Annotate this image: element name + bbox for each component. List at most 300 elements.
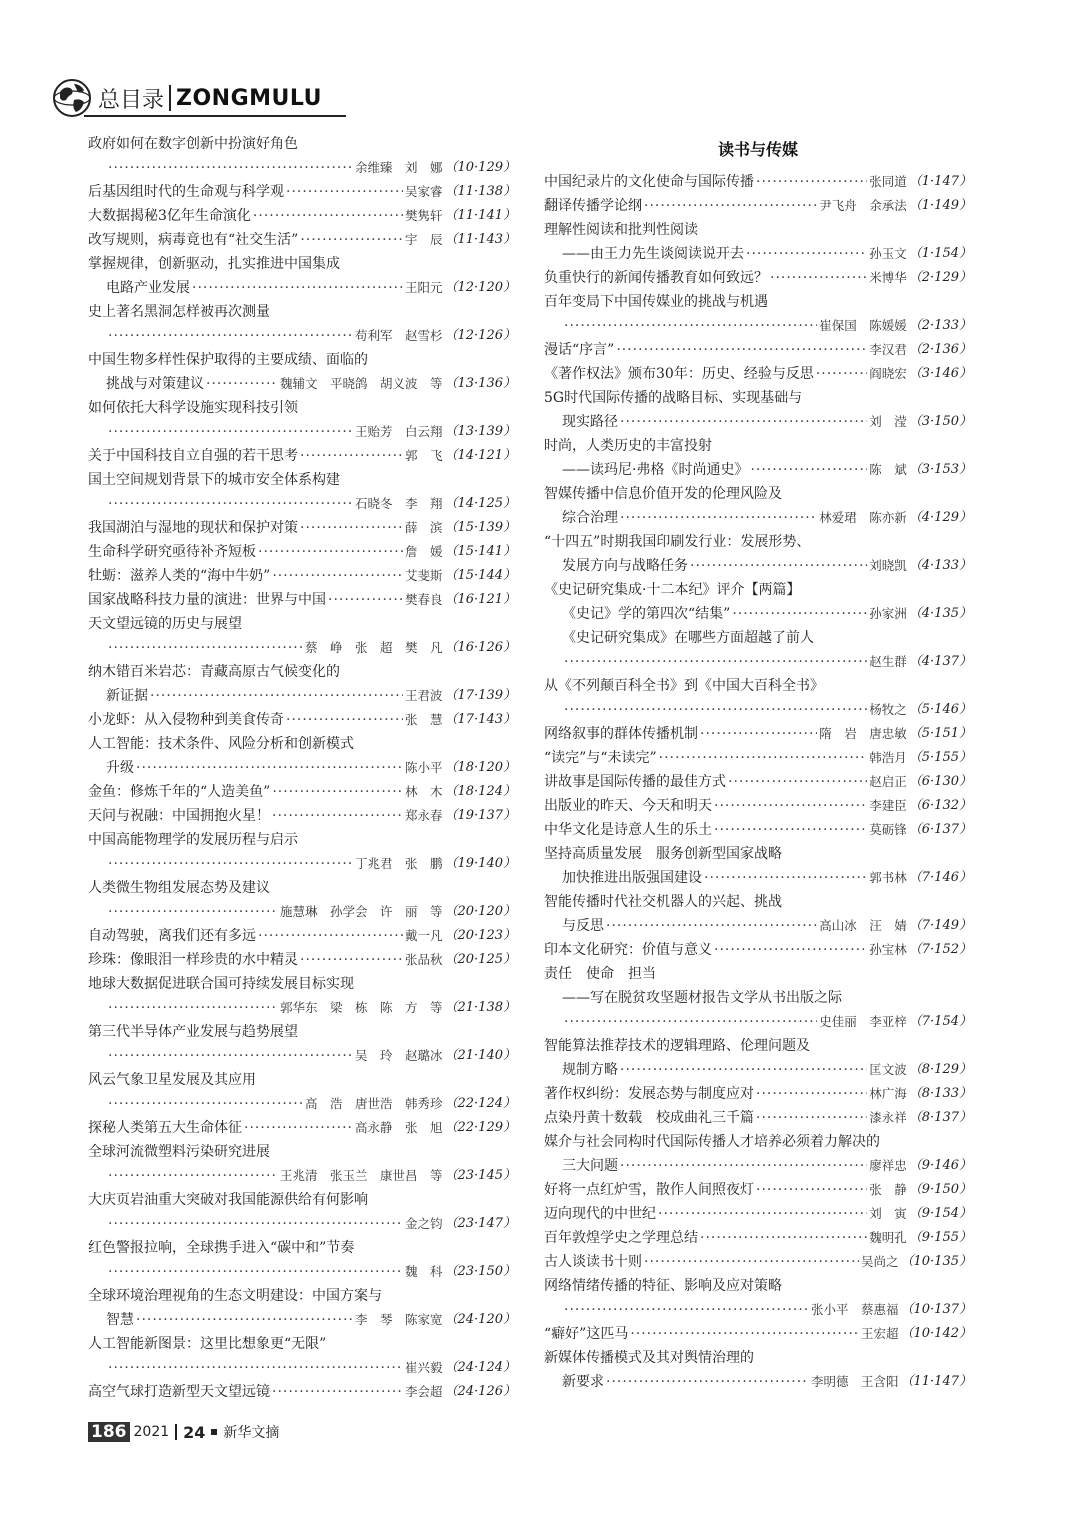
toc-page-ref: （21·138） [444,1000,516,1015]
toc-title: 新要求 [562,1374,604,1390]
toc-page-ref: （5·146） [908,702,972,717]
toc-line [88,1140,516,1164]
toc-page-ref: （18·120） [444,760,516,775]
leader-dots [286,180,403,204]
toc-line [88,252,516,276]
toc-title: 电路产业发展 [106,280,190,296]
toc-author: 赵生群 [869,654,907,669]
toc-title: 风云气象卫星发展及其应用 [88,1072,256,1088]
toc-author: 王宏超 [860,1326,899,1341]
toc-page-ref: （15·141） [444,544,516,559]
toc-title: 新媒体传播模式及其对舆情治理的 [544,1350,754,1366]
toc-title: 现实路径 [562,414,618,430]
toc-page-ref: （11·141） [444,208,516,223]
toc-line [88,492,516,516]
toc-page-ref: （15·139） [444,520,516,535]
toc-page-ref: （24·120） [444,1312,516,1327]
leader-dots [756,1178,867,1202]
toc-title: “读完”与“未读完” [544,750,657,766]
toc-title: ——由王力先生谈阅读说开去 [562,246,744,262]
leader-dots [108,1260,403,1284]
toc-line [88,636,516,660]
page-number: 186 [88,1422,130,1442]
toc-page-ref: （15·144） [444,568,516,583]
toc-line [544,794,972,818]
toc-page-ref: （11·138） [444,184,516,199]
leader-dots [704,866,867,890]
toc-page-ref: （14·121） [444,448,516,463]
toc-title: 红色警报拉响，全球携手进入“碳中和”节奏 [88,1240,355,1256]
toc-line [544,626,972,650]
toc-line [88,924,516,948]
section-title: 读书与传媒 [717,140,798,159]
toc-title: 中国高能物理学的发展历程与启示 [88,832,298,848]
toc-line [88,1068,516,1092]
toc-title: 挑战与对策建议 [106,376,204,392]
toc-page-ref: （11·143） [444,232,516,247]
toc-title: 珍珠：像眼泪一样珍贵的水中精灵 [88,952,298,968]
toc-line [544,962,972,986]
toc-line [544,1322,972,1346]
toc-line [88,660,516,684]
toc-title: 讲故事是国际传播的最佳方式 [544,774,726,790]
leader-dots [108,1356,403,1380]
toc-page-ref: （5·151） [908,726,972,741]
toc-author: 高 浩 唐世浩 韩秀珍 [304,1096,443,1111]
toc-title: 探秘人类第五大生命体征 [88,1120,242,1136]
toc-page-ref: （8·133） [908,1086,972,1101]
toc-title: 高空气球打造新型天文望远镜 [88,1384,270,1400]
toc-page-ref: （22·129） [444,1120,516,1135]
leader-dots [136,756,403,780]
leader-dots [300,228,403,252]
toc-line [88,756,516,780]
toc-author: 米博华 [869,270,907,285]
leader-dots [108,492,353,516]
toc-page-ref: （4·135） [908,606,972,621]
toc-line [544,1154,972,1178]
toc-line [88,180,516,204]
leader-dots [272,564,403,588]
toc-title: ——读玛尼·弗格《时尚通史》 [562,462,749,478]
toc-line [88,324,516,348]
leader-dots [700,1226,867,1250]
toc-line [544,746,972,770]
toc-author: 施慧琳 孙学会 许 丽 等 [279,904,443,919]
toc-line [544,578,972,602]
toc-title: 智能传播时代社交机器人的兴起、挑战 [544,894,782,910]
toc-line [544,242,972,266]
toc-line [88,276,516,300]
right-column [544,132,972,1394]
toc-title: 自动驾驶，离我们还有多远 [88,928,256,944]
toc-line [544,362,972,386]
toc-line [88,396,516,420]
toc-line [544,506,972,530]
toc-page-ref: （20·120） [444,904,516,919]
toc-page-ref: （24·124） [444,1360,516,1375]
toc-author: 林广海 [869,1086,907,1101]
leader-dots [300,948,403,972]
toc-author: 陈小平 [404,760,443,775]
toc-author: 赵启正 [869,774,907,789]
toc-line [544,458,972,482]
toc-line [544,1106,972,1130]
toc-title: 智慧 [106,1312,134,1328]
toc-title: 人工智能新图景：这里比想象更“无限” [88,1336,327,1352]
toc-page-ref: （18·124） [444,784,516,799]
toc-title: 牡蛎：滋养人类的“海中牛奶” [88,568,271,584]
toc-line [544,842,972,866]
toc-title: 《史记研究集成·十二本纪》评介【两篇】 [544,582,801,598]
leader-dots [714,794,867,818]
toc-line [544,290,972,314]
leader-dots [616,338,867,362]
toc-page-ref: （3·146） [908,366,972,381]
leader-dots [659,746,868,770]
toc-title: 天问与祝融：中国拥抱火星！ [88,808,270,824]
header-rule [84,115,346,117]
toc-title: 翻译传播学论纲 [544,198,642,214]
toc-line [88,852,516,876]
leader-dots [108,420,353,444]
toc-author: 苟利军 赵雪杉 [354,328,443,343]
toc-page-ref: （8·137） [908,1110,972,1125]
toc-author: 魏 科 [404,1264,443,1279]
globe-icon [52,78,92,118]
toc-line [544,650,972,674]
toc-page-ref: （17·139） [444,688,516,703]
toc-author: 戴一凡 [404,928,443,943]
leader-dots [272,1380,403,1404]
toc-line [544,770,972,794]
toc-page-ref: （20·123） [444,928,516,943]
toc-line [88,804,516,828]
toc-title: 负重快行的新闻传播教育如何致远？ [544,270,768,286]
toc-line [544,698,972,722]
toc-author: 魏明孔 [869,1230,907,1245]
toc-line [88,972,516,996]
leader-dots [258,540,403,564]
toc-page-ref: （20·125） [444,952,516,967]
toc-title: 发展方向与战略任务 [562,558,688,574]
toc-line [544,1226,972,1250]
toc-title: 《史记》学的第四次“结集” [562,606,731,622]
toc-page-ref: （1·147） [908,174,972,189]
toc-author: 王贻芳 白云翔 [354,424,443,439]
toc-title: 综合治理 [562,510,618,526]
toc-author: 王兆清 张玉兰 康世昌 等 [279,1168,443,1183]
toc-page-ref: （9·150） [908,1182,972,1197]
toc-author: 王君波 [404,688,443,703]
toc-author: 石晓冬 李 翔 [354,496,443,511]
toc-line [88,1188,516,1212]
toc-author: 林 木 [404,784,443,799]
toc-title: 地球大数据促进联合国可持续发展目标实现 [88,976,354,992]
toc-author: 匡文波 [869,1062,907,1077]
leader-dots [770,266,867,290]
toc-page-ref: （4·129） [908,510,972,525]
leader-dots [108,156,353,180]
toc-page-ref: （3·153） [908,462,972,477]
toc-line [88,588,516,612]
toc-line [88,1332,516,1356]
toc-line [88,1212,516,1236]
toc-line [88,204,516,228]
toc-author: 孙家洲 [869,606,907,621]
toc-line [88,1044,516,1068]
toc-author: 韩浩月 [869,750,907,765]
toc-page-ref: （17·143） [444,712,516,727]
toc-page-ref: （4·137） [908,654,972,669]
right-column-entries [544,170,972,1394]
toc-author: 刘 寅 [869,1206,907,1221]
toc-line [88,1380,516,1404]
leader-dots [150,684,403,708]
toc-title: 三大问题 [562,1158,618,1174]
toc-line [88,516,516,540]
toc-line [544,1178,972,1202]
toc-line [544,530,972,554]
toc-author: 隋 岩 唐忠敏 [819,726,907,741]
toc-title: 新证据 [106,688,148,704]
toc-line [544,482,972,506]
toc-author: 李 琴 陈家宽 [354,1312,443,1327]
toc-page-ref: （3·150） [908,414,972,429]
leader-dots [272,780,403,804]
toc-line [88,540,516,564]
toc-title: 小龙虾：从入侵物种到美食传奇 [88,712,284,728]
toc-line [88,1284,516,1308]
leader-dots [714,818,867,842]
toc-author: 杨牧之 [869,702,907,717]
toc-author: 林爱珺 陈亦新 [819,510,907,525]
toc-author: 郭 飞 [404,448,443,463]
toc-title: 金鱼：修炼千年的“人造美鱼” [88,784,271,800]
toc-page-ref: （24·126） [444,1384,516,1399]
toc-line [544,266,972,290]
toc-line [544,1034,972,1058]
toc-author: 吴尚之 [860,1254,899,1269]
leader-dots [644,194,817,218]
toc-author: 崔兴毅 [404,1360,443,1375]
toc-author: 魏辅文 平晓鸽 胡义波 等 [279,376,443,391]
toc-line [544,1130,972,1154]
toc-line [544,554,972,578]
toc-title: 天文望远镜的历史与展望 [88,616,242,632]
footer-issue: 24 [183,1422,206,1442]
leader-dots [564,650,867,674]
toc-author: 李建臣 [869,798,907,813]
leader-dots [728,770,867,794]
leader-dots [690,554,867,578]
leader-dots [756,1082,867,1106]
toc-title: 网络情绪传播的特征、影响及应对策略 [544,1278,782,1294]
leader-dots [108,1044,353,1068]
toc-author: 艾斐斯 [404,568,443,583]
toc-title: 责任 使命 担当 [544,966,656,982]
leader-dots [108,852,353,876]
toc-title: 智能算法推荐技术的逻辑理路、伦理问题及 [544,1038,810,1054]
toc-line [544,1082,972,1106]
header [52,76,322,120]
toc-line [88,1116,516,1140]
toc-title: 加快推进出版强国建设 [562,870,702,886]
toc-line [88,948,516,972]
toc-page-ref: （7·149） [908,918,972,933]
toc-title: 人工智能：技术条件、风险分析和创新模式 [88,736,354,752]
toc-title: 从《不列颠百科全书》到《中国大百科全书》 [544,678,824,694]
toc-title: 政府如何在数字创新中扮演好角色 [88,136,298,152]
toc-page-ref: （10·129） [444,160,516,175]
leader-dots [300,516,403,540]
leader-dots [253,204,403,228]
toc-page-ref: （4·133） [908,558,972,573]
toc-author: 郑永春 [404,808,443,823]
toc-line [544,386,972,410]
toc-line [88,828,516,852]
toc-author: 张小平 蔡惠福 [810,1302,899,1317]
toc-line [544,194,972,218]
toc-line [88,612,516,636]
toc-author: 丁兆君 张 鹏 [354,856,443,871]
toc-line [88,1092,516,1116]
leader-dots [620,1154,867,1178]
toc-page-ref: （9·154） [908,1206,972,1221]
leader-dots [564,1010,817,1034]
toc-line [88,156,516,180]
toc-line [544,170,972,194]
toc-title: 全球河流微塑料污染研究进展 [88,1144,270,1160]
leader-dots [816,362,867,386]
toc-author: 陈 斌 [869,462,907,477]
toc-line [544,338,972,362]
toc-line [88,1020,516,1044]
toc-author: 薛 滨 [404,520,443,535]
toc-line [88,900,516,924]
toc-line [88,684,516,708]
leader-dots [700,722,817,746]
toc-line [88,444,516,468]
footer-magazine: 新华文摘 [223,1425,280,1441]
toc-title: 第三代半导体产业发展与趋势展望 [88,1024,298,1040]
toc-title: 改写规则，病毒竟也有“社交生活” [88,232,299,248]
toc-page-ref: （2·129） [908,270,972,285]
toc-line [544,674,972,698]
leader-dots [108,900,278,924]
toc-title: 5G时代国际传播的战略目标、实现基础与 [544,390,803,406]
toc-title: 坚持高质量发展 服务创新型国家战略 [544,846,782,862]
toc-title: 时尚，人类历史的丰富投射 [544,438,712,454]
toc-title: 印本文化研究：价值与意义 [544,942,712,958]
toc-title: 百年敦煌学史之学理总结 [544,1230,698,1246]
toc-author: 樊隽轩 [404,208,443,223]
toc-author: 刘 滢 [869,414,907,429]
toc-page-ref: （9·155） [908,1230,972,1245]
toc-line [88,708,516,732]
leader-dots [750,458,867,482]
toc-line [88,732,516,756]
toc-author: 史佳丽 李亚梓 [819,1014,907,1029]
toc-author: 张同道 [869,174,907,189]
toc-line [88,1164,516,1188]
toc-line [544,1298,972,1322]
toc-line [544,914,972,938]
toc-line [544,434,972,458]
toc-title: 点染丹黄十数载 校成曲礼三千篇 [544,1110,754,1126]
toc-title: “癖好”这匹马 [544,1326,629,1342]
toc-line [88,1356,516,1380]
toc-title: 中国生物多样性保护取得的主要成绩、面临的 [88,352,368,368]
leader-dots [108,1164,278,1188]
toc-page-ref: （19·137） [444,808,516,823]
leader-dots [136,1308,353,1332]
toc-line [544,722,972,746]
toc-line [544,602,972,626]
toc-title: “十四五”时期我国印刷发行业：发展形势、 [544,534,811,550]
toc-line [88,132,516,156]
leader-dots [606,1370,809,1394]
toc-page-ref: （2·136） [908,342,972,357]
toc-page-ref: （1·154） [908,246,972,261]
leader-dots [328,588,403,612]
toc-page-ref: （7·152） [908,942,972,957]
leader-dots [714,938,867,962]
leader-dots [206,372,278,396]
leader-dots [620,410,867,434]
toc-title: 网络叙事的群体传播机制 [544,726,698,742]
toc-page-ref: （19·140） [444,856,516,871]
toc-page-ref: （10·142） [900,1326,972,1341]
toc-page-ref: （2·133） [908,318,972,333]
toc-page-ref: （23·147） [444,1216,516,1231]
toc-page-ref: （23·150） [444,1264,516,1279]
toc-line [544,1346,972,1370]
toc-page-ref: （21·140） [444,1048,516,1063]
toc-line [544,938,972,962]
toc-author: 高永静 张 旭 [354,1120,443,1135]
leader-dots [564,314,817,338]
toc-line [544,818,972,842]
toc-line [544,1202,972,1226]
toc-title: 关于中国科技自立自强的若干思考 [88,448,298,464]
toc-page-ref: （16·126） [444,640,516,655]
toc-title: 国土空间规划背景下的城市安全体系构建 [88,472,340,488]
toc-author: 张品秋 [404,952,443,967]
toc-author: 余维臻 刘 娜 [354,160,443,175]
toc-page-ref: （7·146） [908,870,972,885]
footer-divider [175,1424,177,1440]
toc-title: 我国湖泊与湿地的现状和保护对策 [88,520,298,536]
toc-title: 漫话“序言” [544,342,615,358]
toc-title: 智媒传播中信息价值开发的伦理风险及 [544,486,782,502]
toc-line [88,1236,516,1260]
toc-line [88,1260,516,1284]
toc-page-ref: （5·155） [908,750,972,765]
leader-dots [258,924,403,948]
footer-square-icon [211,1429,217,1435]
toc-line [544,1058,972,1082]
toc-title: 理解性阅读和批判性阅读 [544,222,698,238]
toc-line [544,866,972,890]
leader-dots [108,1092,303,1116]
toc-line [544,1010,972,1034]
toc-line [544,890,972,914]
toc-author: 吴家睿 [404,184,443,199]
toc-title: 好将一点红炉雪，散作人间照夜灯 [544,1182,754,1198]
header-title-cn: 总目录 [98,87,165,113]
leader-dots [244,1116,353,1140]
